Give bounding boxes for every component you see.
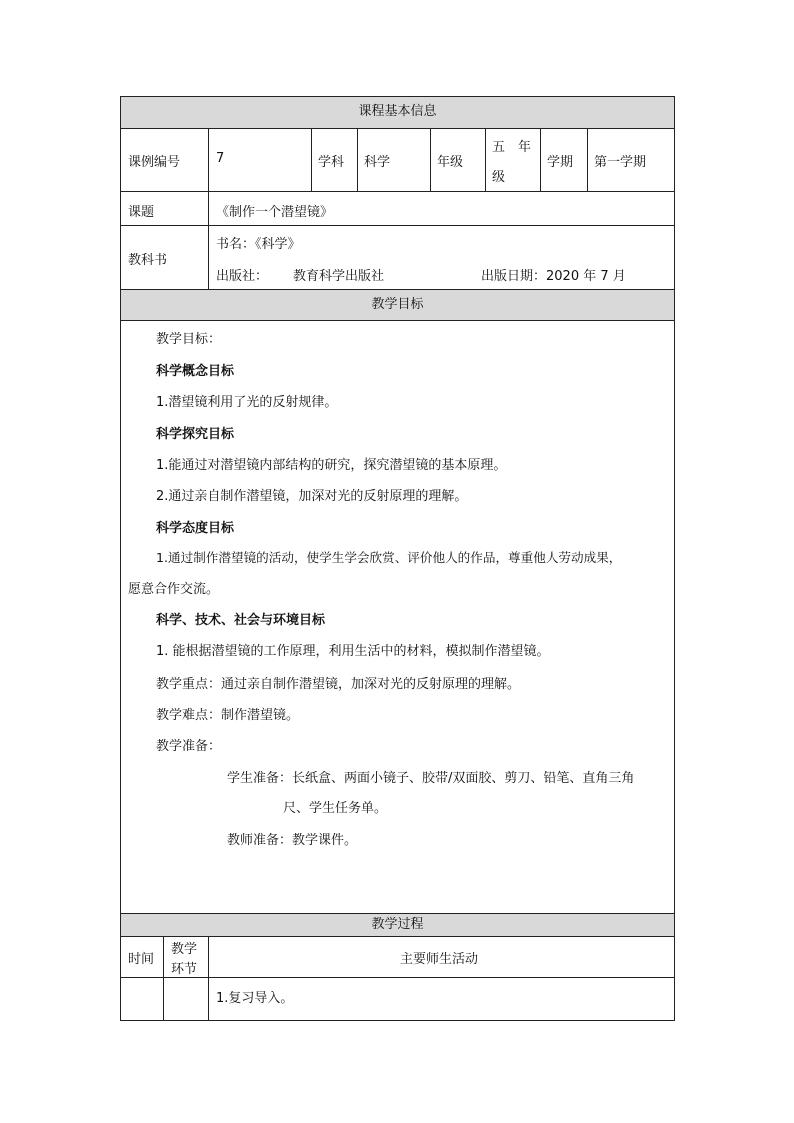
attitude-item-1-line1: 1.通过制作潜望镜的活动，使学生学会欣赏、评价他人的作品，尊重他人劳动成果， bbox=[156, 550, 622, 565]
textbook-label: 教科书 bbox=[128, 253, 168, 268]
term-label: 学期 bbox=[547, 155, 574, 170]
col-time: 时间 bbox=[128, 952, 155, 967]
attitude-item-1-line2: 愿意合作交流。 bbox=[128, 582, 220, 597]
col-stage-line1: 教学 bbox=[171, 942, 198, 957]
topic-label: 课题 bbox=[128, 205, 155, 220]
topic-value: 《制作一个潜望镜》 bbox=[216, 205, 334, 220]
inquiry-item-2: 2.通过亲自制作潜望镜，加深对光的反射原理的理解。 bbox=[156, 489, 468, 504]
col-stage-line2: 环节 bbox=[171, 962, 198, 977]
teacher-prep: 教师准备：教学课件。 bbox=[227, 833, 358, 848]
inquiry-title: 科学探究目标 bbox=[156, 427, 235, 442]
publisher-label: 出版社： bbox=[216, 269, 269, 284]
sts-title: 科学、技术、社会与环境目标 bbox=[156, 613, 326, 628]
row1-activity: 1.复习导入。 bbox=[216, 991, 294, 1006]
student-prep-line2: 尺、学生任务单。 bbox=[283, 801, 388, 816]
objectives-header-text: 教学目标 bbox=[371, 297, 424, 312]
pub-date: 出版日期：2020 年 7 月 bbox=[481, 269, 626, 284]
objectives-intro: 教学目标： bbox=[156, 332, 222, 347]
subject-value: 科学 bbox=[364, 155, 391, 170]
case-no-value: 7 bbox=[216, 151, 225, 166]
sts-item-1: 1. 能根据潜望镜的工作原理，利用生活中的材料，模拟制作潜望镜。 bbox=[156, 644, 550, 659]
case-no-label: 课例编号 bbox=[128, 155, 181, 170]
process-header-text: 教学过程 bbox=[371, 917, 424, 932]
student-prep-line1: 学生准备：长纸盒、两面小镜子、胶带/双面胶、剪刀、铅笔、直角三角 bbox=[227, 771, 635, 786]
subject-label: 学科 bbox=[318, 155, 345, 170]
attitude-title: 科学态度目标 bbox=[156, 521, 235, 536]
prep-label: 教学准备： bbox=[156, 739, 222, 754]
concept-title: 科学概念目标 bbox=[156, 364, 235, 379]
inquiry-item-1: 1.能通过对潜望镜内部结构的研究，探究潜望镜的基本原理。 bbox=[156, 458, 507, 473]
col-activity: 主要师生活动 bbox=[400, 952, 479, 967]
objectives-table bbox=[120, 289, 675, 914]
objectives-header bbox=[121, 290, 674, 320]
process-header bbox=[121, 914, 674, 936]
key-point: 教学重点：通过亲自制作潜望镜，加深对光的反射原理的理解。 bbox=[156, 677, 521, 692]
publisher-value: 教育科学出版社 bbox=[293, 269, 385, 284]
basic-info-header-text: 课程基本信息 bbox=[358, 104, 437, 119]
concept-item-1: 1.潜望镜利用了光的反射规律。 bbox=[156, 395, 338, 410]
grade-value-line1: 五 年 bbox=[492, 140, 532, 155]
term-value: 第一学期 bbox=[594, 155, 647, 170]
book-name: 书名：《科学》 bbox=[216, 237, 301, 252]
grade-label: 年级 bbox=[437, 155, 464, 170]
difficulty: 教学难点：制作潜望镜。 bbox=[156, 708, 300, 723]
basic-info-header bbox=[121, 97, 674, 128]
grade-value-line2: 级 bbox=[492, 170, 506, 185]
